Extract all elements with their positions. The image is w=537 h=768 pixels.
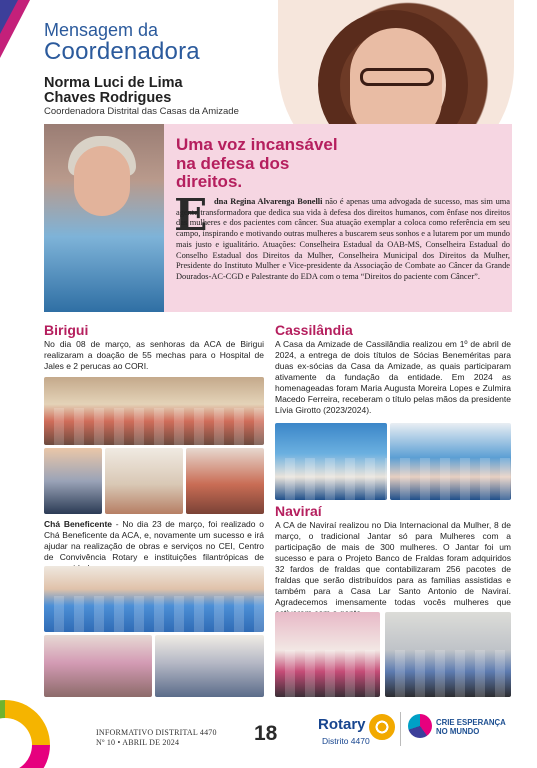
- portrait-glasses-shape: [360, 68, 434, 86]
- birigui-text: No dia 08 de março, as senhoras da ACA de Birigui realizaram a doação de 55 mechas para o Hospital de Jales e 2 perucas ao CORI.: [44, 339, 264, 371]
- beneficente-group-photo: [44, 566, 264, 632]
- photo-people-texture: [44, 408, 264, 445]
- crie-line-1: CRIE ESPERANÇA: [436, 718, 506, 727]
- corner-decoration-blue: [0, 0, 18, 34]
- birigui-title: Birigui: [44, 322, 89, 338]
- feature-photo-face-shape: [74, 146, 130, 216]
- birigui-photo-small-3: [186, 448, 264, 514]
- section-kicker: Mensagem da: [44, 20, 159, 40]
- crie-esperanca-slogan: [436, 718, 536, 736]
- cassilandia-photo-2: [390, 423, 511, 500]
- cassilandia-title: Cassilândia: [275, 322, 353, 338]
- birigui-photo-small-1: [44, 448, 102, 514]
- coordinator-name: [44, 76, 183, 106]
- feature-person-photo: [44, 124, 164, 312]
- photo-people-texture: [390, 458, 511, 500]
- feature-headline: Uma voz incansável na defesa dos direitos.: [176, 135, 338, 191]
- feature-body: [174, 190, 510, 283]
- photo-people-texture: [385, 650, 511, 697]
- beneficente-event-photo-2: [155, 635, 264, 697]
- coordinator-name-line1: Norma Luci de Lima: [44, 75, 183, 91]
- feature-person-name: dna Regina Alvarenga Bonelli: [214, 197, 323, 206]
- navirai-title: Naviraí: [275, 503, 322, 519]
- crie-esperanca-logo-icon: [408, 714, 432, 738]
- publication-name: INFORMATIVO DISTRITAL 4470: [96, 728, 217, 737]
- beneficente-title: Chá Beneficente: [44, 519, 113, 529]
- beneficente-body: - No dia 23 de março, foi realizado o Chá Beneficente da ACA, e, novamente um sucesso e irá ajudar na realização de obras e serviços no CEI, Centro de Convivência Rotary e instituições filantrópicas de: [44, 519, 264, 562]
- birigui-group-photo: [44, 377, 264, 445]
- cassilandia-photo-1: [275, 423, 387, 500]
- crie-line-2: NO MUNDO: [436, 727, 480, 736]
- rotary-wordmark: Rotary: [318, 716, 366, 733]
- navirai-photo-1: [275, 612, 380, 697]
- publication-info: [96, 728, 217, 748]
- rotary-wheel-icon: [369, 714, 395, 740]
- feature-dropcap: E: [174, 190, 208, 241]
- rotary-district: Distrito 4470: [322, 736, 370, 746]
- photo-people-texture: [275, 458, 387, 500]
- navirai-text: A CA de Naviraí realizou no Dia Internacional da Mulher, 8 de março, o tradicional Jantar só para Mulheres com a participação de mais de 300 mulheres. O Jantar foi um sucesso e para o Projeto Banco de Fraldas foram adquiridos 32 fardos de fraldas que contabilizaram 256 pacotes de fraldas que serão distribuídos para as famílias assistidas e também para a Casa Lar Santo Antonio de Naviraí. Agradecemos imensamente todas vocês mulheres que: [275, 520, 511, 607]
- navirai-photo-2: [385, 612, 511, 697]
- cassilandia-text: A Casa da Amizade de Cassilândia realizou em 1º de abril de 2024, a entrega de dois títulos de Sócias Beneméritas para duas ex-sócias da Casa da Amizade, as quais participaram ativamente da fundação da entidade. Em 2024 as homenageadas foram Maria Augusta Moreira Lopes e Zulmira Macedo Ferreira, receberam o título pelas mãos da presidente Lívia Girotto (2023/2024).: [275, 339, 511, 415]
- photo-people-texture: [44, 596, 264, 632]
- page-number: 18: [254, 722, 278, 745]
- footer-divider: [400, 712, 401, 746]
- beneficente-event-photo-1: [44, 635, 152, 697]
- feature-body-text: não é apenas uma advogada de sucesso, mas sim uma agente transformadora que dedica sua vida à defesa dos direitos humanos, com ênfase nos direitos das mulheres e dos pacientes com câncer. Sua atuação exemplar a coloca como referência em seu campo, inspirando e motivando outras mulheres a buscarem seus sonhos e a lutarem por um mundo mais justo e igualitário. Atuações: Conselheira Estadual da OAB-MS, Conselheira Estadual do Conselho Estadual dos Direitos da Mulher, Conselheira Municipal dos Direitos da Mulher, Presidente do Instituto Mulher e Vice-presidente da Associação de Combate ao Câncer da Grande Dourados-AC-CGD e Palestrante do EDA com o tema “Direitos do paciente com Câncer”.: [176, 197, 510, 281]
- publication-issue: Nº 10 • ABRIL DE 2024: [96, 738, 180, 747]
- coordinator-role: Coordenadora Distrital das Casas da Amizade: [44, 106, 239, 117]
- section-title: Coordenadora: [44, 38, 200, 65]
- photo-people-texture: [275, 650, 380, 697]
- coordinator-name-line2: Chaves Rodrigues: [44, 90, 172, 106]
- birigui-photo-small-2: [105, 448, 183, 514]
